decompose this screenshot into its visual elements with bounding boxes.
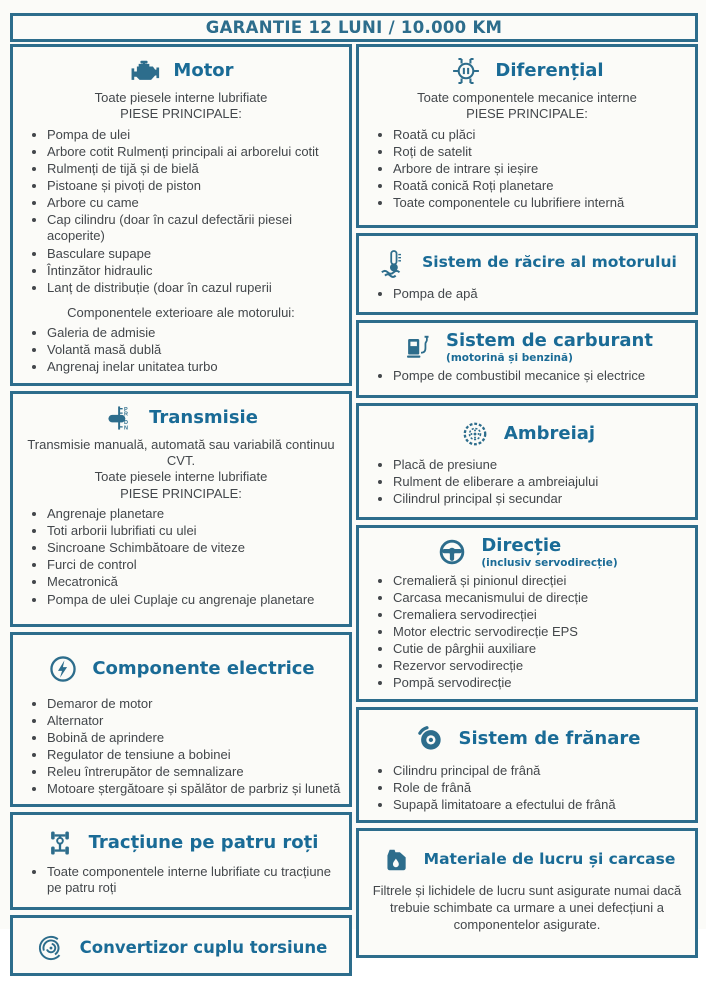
bullet-item: • Cremalieră și pinionul direcției <box>393 573 687 589</box>
section-header <box>21 402 341 434</box>
bullet-item: • Placă de presiune <box>393 457 687 473</box>
section-header <box>367 418 687 450</box>
bullet-list <box>367 368 687 384</box>
section-header <box>367 247 687 279</box>
section-engine <box>10 44 352 386</box>
bullet-item: • Pistoane și pivoți de piston <box>47 178 341 194</box>
bullet-item: • Furci de control <box>47 557 341 573</box>
bullet-list <box>367 763 687 813</box>
bullet-item: • Motoare ștergătoare și spălător de parbriz și lunetă <box>47 781 341 797</box>
bullet-item: • Demaror de motor <box>47 696 341 712</box>
section-header <box>367 723 687 755</box>
oil-canister-icon <box>379 844 411 876</box>
bullet-item: • Cap cilindru (doar în cazul defectării piesei acoperite) <box>47 212 341 244</box>
steering-wheel-icon <box>436 536 468 568</box>
intro-line: Toate piesele interne lubrifiate <box>94 90 268 105</box>
bullet-item: • Pompa de apă <box>393 286 687 302</box>
section-title: Ambreiaj <box>503 423 596 445</box>
section-title-block <box>459 729 641 749</box>
svg-text:N: N <box>124 424 129 431</box>
bullet-item: • Role de frână <box>393 780 687 796</box>
bullet-item: • Roți de satelit <box>393 144 687 160</box>
section-title: Diferențial <box>495 60 604 82</box>
lightning-icon <box>47 653 79 685</box>
bullet-item: • Alternator <box>47 713 341 729</box>
intro-line: Toate componentele mecanice interne <box>417 90 637 105</box>
section-lightning <box>10 632 352 808</box>
bullet-list <box>367 286 687 302</box>
gear-shifter-icon <box>104 402 136 434</box>
bullet-item: • Rulment de eliberare a ambreiajului <box>393 474 687 490</box>
section-title-block <box>173 61 233 81</box>
section-title-block <box>504 424 595 444</box>
section-title: Componente electrice <box>92 657 315 679</box>
section-title-block <box>424 851 676 868</box>
four-wheel-drive-icon <box>44 827 76 859</box>
section-header <box>367 536 687 569</box>
bullet-item: • Mecatronică <box>47 574 341 590</box>
section-header <box>21 653 341 685</box>
section-title-block <box>495 61 603 81</box>
bullet-item: • Rulmenți de tijă și de bielă <box>47 161 341 177</box>
section-cooling-system <box>356 233 698 315</box>
bullet-item: • Lanț de distribuție (doar în cazul ruperii <box>47 280 341 296</box>
engine-icon <box>128 55 160 87</box>
brake-disc-icon <box>414 723 446 755</box>
bullet-item: • Angrenaje planetare <box>47 506 341 522</box>
section-title-block <box>481 536 617 569</box>
bullet-item: • Angrenaj inelar unitatea turbo <box>47 359 341 375</box>
torque-converter-icon <box>35 932 67 964</box>
page-title: GARANTIE 12 LUNI / 10.000 KM <box>205 18 503 37</box>
bullet-item: • Toti arborii lubrifiati cu ulei <box>47 523 341 539</box>
intro-line: PIESE PRINCIPALE: <box>120 485 242 501</box>
bullet-list <box>21 864 341 896</box>
svg-text:D: D <box>124 419 129 426</box>
bullet-list <box>21 506 341 608</box>
section-title: Motor <box>173 60 234 82</box>
section-torque-converter <box>10 915 352 976</box>
section-paragraph: Filtrele și lichidele de lucru sunt asigurate numai dacă trebuie schimbate ca urmare a unei defecțiuni a componentelor asigurate. <box>372 882 682 932</box>
bullet-item: • Motor electric servodirecție EPS <box>393 624 687 640</box>
section-header <box>367 55 687 87</box>
section-title: Materiale de lucru și carcase <box>423 850 676 869</box>
section-title-block <box>92 659 314 679</box>
svg-text:R: R <box>124 410 129 417</box>
bullet-list <box>21 325 341 375</box>
cooling-system-icon <box>377 247 409 279</box>
bullet-item: • Carcasa mecanismului de direcție <box>393 590 687 606</box>
section-four-wheel-drive <box>10 812 352 910</box>
bullet-item: • Bobină de aprindere <box>47 730 341 746</box>
right-column <box>356 44 698 981</box>
section-subtitle: (motorină și benzină) <box>446 351 573 364</box>
bullet-list <box>367 573 687 692</box>
intro-line: Toate piesele interne lubrifiate <box>94 469 268 485</box>
bullet-item: • Releu întrerupător de semnalizare <box>47 764 341 780</box>
section-header <box>21 932 341 964</box>
fuel-pump-icon <box>401 331 433 363</box>
bullet-item: • Toate componentele cu lubrifiere internă <box>393 195 687 211</box>
section-gear-shifter <box>10 391 352 627</box>
section-header <box>367 331 687 364</box>
bullet-item: • Arbore de intrare și ieșire <box>393 161 687 177</box>
bullet-item: • Sincroane Schimbătoare de viteze <box>47 540 341 556</box>
columns-container <box>10 44 698 981</box>
intro-line: PIESE PRINCIPALE: <box>466 106 588 122</box>
intro-line: PIESE PRINCIPALE: <box>120 106 242 122</box>
differential-icon <box>450 55 482 87</box>
bullet-item: • Cutie de pârghii auxiliare <box>393 641 687 657</box>
bullet-item: • Regulator de tensiune a bobinei <box>47 747 341 763</box>
intro-line: Transmisie manuală, automată sau variabilă continuu CVT. <box>27 436 335 468</box>
clutch-icon <box>459 418 491 450</box>
bullet-list <box>21 696 341 798</box>
bullet-item: • Toate componentele interne lubrifiate cu tracțiune pe patru roți <box>47 864 341 896</box>
left-column <box>10 44 352 981</box>
bullet-item: • Cilindru principal de frână <box>393 763 687 779</box>
section-title-block <box>149 408 258 428</box>
section-header <box>367 844 687 876</box>
section-fuel-pump <box>356 320 698 398</box>
bullet-list <box>367 127 687 212</box>
section-title: Transmisie <box>149 406 258 428</box>
bullet-list <box>367 457 687 507</box>
section-title: Sistem de frănare <box>458 727 641 749</box>
section-title-block <box>80 939 328 957</box>
section-header <box>21 827 341 859</box>
section-title-block <box>422 254 677 271</box>
bullet-item: • Cremaliera servodirecției <box>393 607 687 623</box>
bullet-item: • Pompa de ulei Cuplaje cu angrenaje planetare <box>47 592 341 608</box>
section-brake-disc <box>356 707 698 823</box>
bullet-item: • Rezervor servodirecție <box>393 658 687 674</box>
bullet-item: • Pompă servodirecție <box>393 675 687 691</box>
section-clutch <box>356 403 698 520</box>
section-title-block <box>446 331 653 364</box>
section-title: Tracțiune pe patru roți <box>88 832 319 854</box>
bullet-list <box>21 127 341 296</box>
section-title: Convertizor cuplu torsiune <box>79 938 328 958</box>
section-header <box>21 55 341 87</box>
bullet-item: • Roată conică Roți planetare <box>393 178 687 194</box>
page-title-box <box>10 13 698 42</box>
bullet-item: • Supapă limitatoare a efectului de frână <box>393 797 687 813</box>
section-title: Sistem de carburant <box>446 330 653 351</box>
section-steering-wheel <box>356 525 698 702</box>
section-title-block <box>89 833 319 853</box>
bullet-item: • Întinzător hidraulic <box>47 263 341 279</box>
bullet-item: • Roată cu plăci <box>393 127 687 143</box>
section-differential <box>356 44 698 228</box>
section-oil-canister <box>356 828 698 958</box>
bullet-item: • Arbore cotit Rulmenți principali ai arborelui cotit <box>47 144 341 160</box>
bullet-item: • Arbore cu came <box>47 195 341 211</box>
bullet-item: • Cilindrul principal și secundar <box>393 491 687 507</box>
section-subtitle: (inclusiv servodirecție) <box>481 556 618 569</box>
bullet-item: • Volantă masă dublă <box>47 342 341 358</box>
svg-text:P: P <box>124 406 128 413</box>
bullet-item: • Pompe de combustibil mecanice și electrice <box>393 368 687 384</box>
section-title: Direcție <box>481 535 562 556</box>
bullet-item: • Basculare supape <box>47 246 341 262</box>
section-title: Sistem de răcire al motorului <box>422 253 677 272</box>
mid-heading: Componentele exterioare ale motorului: <box>67 304 295 320</box>
bullet-item: • Galeria de admisie <box>47 325 341 341</box>
bullet-item: • Pompa de ulei <box>47 127 341 143</box>
